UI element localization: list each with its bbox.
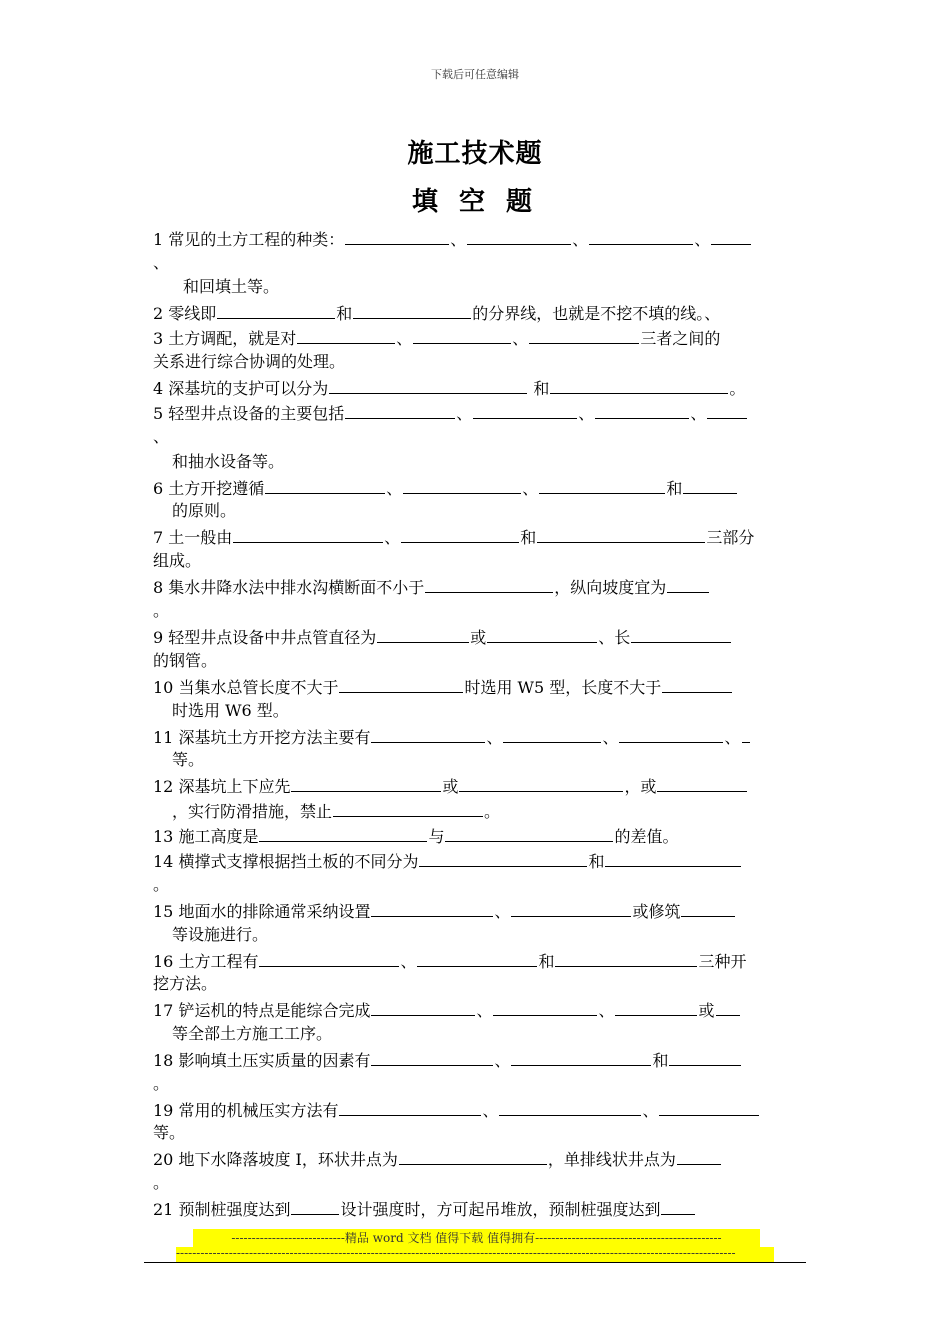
question-10-cont: 时选用 W6 型。 <box>172 701 289 720</box>
page-title: 施工技术题 <box>407 139 543 169</box>
answer-blank[interactable] <box>631 625 731 643</box>
question-17: 17 铲运机的特点是能综合完成 、 、 或 <box>153 998 799 1022</box>
question-9: 9 轻型井点设备中井点管直径为 或 、长 <box>153 625 799 649</box>
answer-blank[interactable] <box>662 675 732 693</box>
section-title: 填 空 题 <box>411 187 539 217</box>
answer-blank[interactable] <box>681 899 735 917</box>
answer-blank[interactable] <box>529 326 639 344</box>
answer-blank[interactable] <box>339 675 463 693</box>
question-2: 2 零线即 和 的分界线，也就是不挖不填的线。、 <box>153 301 799 325</box>
question-21: 21 预制桩强度达到 设计强度时，方可起吊堆放，预制桩强度达到 <box>153 1197 799 1221</box>
answer-blank[interactable] <box>539 476 665 494</box>
answer-blank[interactable] <box>499 1098 641 1116</box>
answer-blank[interactable] <box>667 575 709 593</box>
question-14: 14 横撑式支撑根据挡土板的不同分为 和 <box>153 849 799 873</box>
answer-blank[interactable] <box>445 824 613 842</box>
question-1: 1 常见的土方工程的种类： 、 、 、 <box>153 227 799 251</box>
answer-blank[interactable] <box>669 1048 741 1066</box>
answer-blank[interactable] <box>371 1048 493 1066</box>
footer-divider <box>144 1262 806 1263</box>
answer-blank[interactable] <box>345 401 455 419</box>
answer-blank[interactable] <box>333 799 483 817</box>
question-7: 7 土一般由 、 和 三部分 <box>153 525 799 549</box>
question-8: 8 集水井降水法中排水沟横断面不小于 ，纵向坡度宜为 <box>153 575 799 599</box>
answer-blank[interactable] <box>425 575 553 593</box>
answer-blank[interactable] <box>589 227 693 245</box>
answer-blank[interactable] <box>413 326 511 344</box>
answer-blank[interactable] <box>419 849 587 867</box>
question-20-cont: 。 <box>153 1173 170 1192</box>
question-5: 5 轻型井点设备的主要包括 、 、 、 <box>153 401 799 425</box>
answer-blank[interactable] <box>657 774 747 792</box>
answer-blank[interactable] <box>493 998 597 1016</box>
question-5-cont: 、 <box>153 427 170 446</box>
answer-blank[interactable] <box>417 949 537 967</box>
answer-blank[interactable] <box>259 949 399 967</box>
answer-blank[interactable] <box>707 401 747 419</box>
question-18: 18 影响填土压实质量的因素有 、 和 <box>153 1048 799 1072</box>
question-3-cont: 关系进行综合协调的处理。 <box>153 352 346 371</box>
question-20: 20 地下水降落坡度 I，环状井点为 ，单排线状井点为 <box>153 1147 799 1171</box>
answer-blank[interactable] <box>511 1048 651 1066</box>
answer-blank[interactable] <box>511 899 631 917</box>
question-15: 15 地面水的排除通常采纳设置 、 或修筑 <box>153 899 799 923</box>
answer-blank[interactable] <box>297 326 395 344</box>
question-11: 11 深基坑土方开挖方法主要有 、 、 、 <box>153 725 799 749</box>
question-10: 10 当集水总管长度不大于 时选用 W5 型，长度不大于 <box>153 675 799 699</box>
answer-blank[interactable] <box>537 525 705 543</box>
answer-blank[interactable] <box>550 376 728 394</box>
question-11-cont: 等。 <box>172 750 205 769</box>
question-7-cont: 组成。 <box>153 551 202 570</box>
answer-blank[interactable] <box>339 1098 481 1116</box>
answer-blank[interactable] <box>742 725 750 743</box>
answer-blank[interactable] <box>555 949 697 967</box>
answer-blank[interactable] <box>291 1197 339 1215</box>
answer-blank[interactable] <box>619 725 723 743</box>
answer-blank[interactable] <box>345 227 449 245</box>
answer-blank[interactable] <box>377 625 469 643</box>
answer-blank[interactable] <box>259 824 427 842</box>
answer-blank[interactable] <box>661 1197 695 1215</box>
answer-blank[interactable] <box>329 376 527 394</box>
question-8-cont: 。 <box>153 601 170 620</box>
answer-blank[interactable] <box>605 849 741 867</box>
answer-blank[interactable] <box>716 998 740 1016</box>
question-17-cont: 等全部土方施工工序。 <box>172 1024 333 1043</box>
answer-blank[interactable] <box>291 774 441 792</box>
question-4: 4 深基坑的支护可以分为 和 。 <box>153 376 799 400</box>
question-15-cont: 等设施进行。 <box>172 925 269 944</box>
answer-blank[interactable] <box>677 1147 721 1165</box>
answer-blank[interactable] <box>217 301 335 319</box>
question-1-cont: 、 <box>153 253 170 272</box>
answer-blank[interactable] <box>459 774 623 792</box>
answer-blank[interactable] <box>399 1147 547 1165</box>
answer-blank[interactable] <box>595 401 689 419</box>
question-5-cont: 和抽水设备等。 <box>172 452 285 471</box>
question-14-cont: 。 <box>153 875 170 894</box>
answer-blank[interactable] <box>487 625 597 643</box>
footer-dashes: ------------------------------------------------------------------------------------------------------------------------------------------ <box>176 1247 774 1262</box>
question-6-cont: 的原则。 <box>172 501 237 520</box>
question-9-cont: 的钢管。 <box>153 651 218 670</box>
question-1-cont: 和回填土等。 <box>183 277 280 296</box>
question-16-cont: 挖方法。 <box>153 974 218 993</box>
answer-blank[interactable] <box>353 301 471 319</box>
question-12: 12 深基坑上下应先 或 ，或 <box>153 774 799 798</box>
question-13: 13 施工高度是 与 的差值。 <box>153 824 799 848</box>
header-note: 下载后可任意编辑 <box>431 68 519 81</box>
answer-blank[interactable] <box>659 1098 759 1116</box>
answer-blank[interactable] <box>503 725 601 743</box>
answer-blank[interactable] <box>401 525 519 543</box>
footer-banner: ----------------------------精品 word 文档 值得下载 值得拥有---------------------------------------------- <box>193 1229 760 1247</box>
question-6: 6 土方开挖遵循 、 、 和 <box>153 476 799 500</box>
answer-blank[interactable] <box>371 899 493 917</box>
answer-blank[interactable] <box>711 227 751 245</box>
question-19: 19 常用的机械压实方法有 、 、 <box>153 1098 799 1122</box>
answer-blank[interactable] <box>615 998 697 1016</box>
question-19-cont: 等。 <box>153 1123 186 1142</box>
answer-blank[interactable] <box>371 998 475 1016</box>
answer-blank[interactable] <box>403 476 521 494</box>
question-16: 16 土方工程有 、 和 三种开 <box>153 949 799 973</box>
answer-blank[interactable] <box>371 725 485 743</box>
question-3: 3 土方调配，就是对 、 、 三者之间的 <box>153 326 799 350</box>
answer-blank[interactable] <box>467 227 571 245</box>
question-18-cont: 。 <box>153 1074 170 1093</box>
answer-blank[interactable] <box>683 476 737 494</box>
answer-blank[interactable] <box>473 401 577 419</box>
answer-blank[interactable] <box>265 476 385 494</box>
question-12-cont: ，实行防滑措施，禁止 。 <box>172 799 799 823</box>
answer-blank[interactable] <box>233 525 383 543</box>
